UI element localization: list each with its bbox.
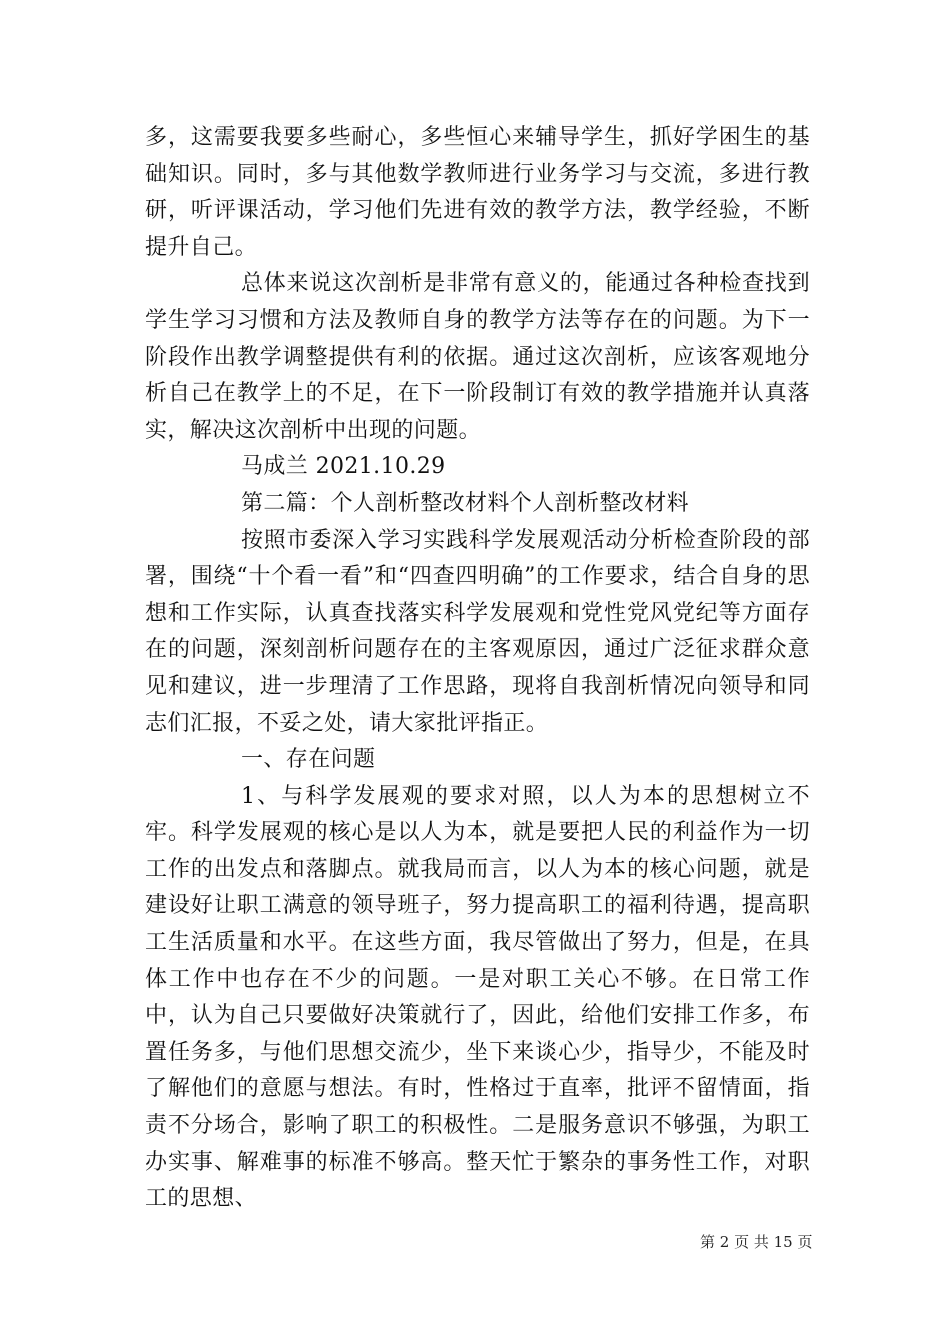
paragraph-summary: 总体来说这次剖析是非常有意义的，能通过各种检查找到学生学习习惯和方法及教师自身的教学方法等存在的问题。为下一阶段作出教学调整提供有利的依据。通过这次剖析，应该客观地分析自己在教学上的不足，在下一阶段制订有效的教学措施并认真落实，解决这次剖析中出现的问题。 xyxy=(145,271,810,443)
author-date-line: 马成兰 2021.10.29 xyxy=(241,454,446,480)
document-body xyxy=(145,120,810,1218)
paragraph-introduction: 按照市委深入学习实践科学发展观活动分析检查阶段的部署，围绕“十个看一看”和“四查四明确”的工作要求，结合自身的思想和工作实际，认真查找落实科学发展观和党性党风党纪等方面存在的问题，深刻剖析问题存在的主客观原因，通过广泛征求群众意见和建议，进一步理清了工作思路，现将自我剖析情况向领导和同志们汇报，不妥之处，请大家批评指正。 xyxy=(145,527,810,736)
section-title-part-two: 第二篇：个人剖析整改材料个人剖析整改材料 xyxy=(241,490,690,516)
paragraph-problem-one: 1、与科学发展观的要求对照，以人为本的思想树立不牢。科学发展观的核心是以人为本，就是要把人民的利益作为一切工作的出发点和落脚点。就我局而言，以人为本的核心问题，就是建设好让职工满意的领导班子，努力提高职工的福利待遇，提高职工生活质量和水平。在这些方面，我尽管做出了努力，但是，在具体工作中也存在不少的问题。一是对职工关心不够。在日常工作中，认为自己只要做好决策就行了，因此，给他们安排工作多，布置任务多，与他们思想交流少，坐下来谈心少，指导少，不能及时了解他们的意愿与想法。有时，性格过于直率，批评不留情面，指责不分场合，影响了职工的积极性。二是服务意识不够强，为职工办实事、解难事的标准不够高。整天忙于繁杂的事务性工作，对职工的思想、 xyxy=(145,783,810,1212)
paragraph-continuation: 多，这需要我要多些耐心，多些恒心来辅导学生，抓好学困生的基础知识。同时，多与其他数学教师进行业务学习与交流，多进行教研，听评课活动，学习他们先进有效的教学方法，教学经验，不断提升自己。 xyxy=(145,125,810,260)
page-number-footer: 第 2 页 共 15 页 xyxy=(700,1233,813,1251)
heading-existing-problems: 一、存在问题 xyxy=(241,747,376,773)
